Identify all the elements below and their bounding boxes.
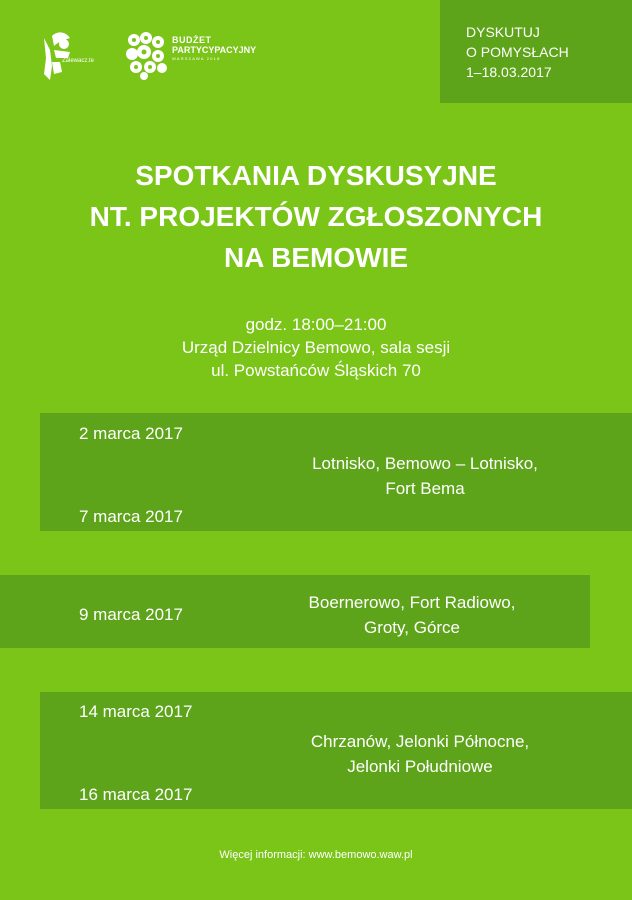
warsaw-logo <box>40 28 102 84</box>
meeting-2-date-1: 9 marca 2017 <box>79 605 183 624</box>
meeting-1-place-1: Lotnisko, Bemowo – Lotnisko, <box>312 454 538 473</box>
title-line2: NT. PROJEKTÓW ZGŁOSZONYCH <box>89 201 543 232</box>
meeting-2-place-2: Groty, Górce <box>363 618 461 637</box>
meeting-time: godz. 18:00–21:00 <box>245 315 387 334</box>
meeting-2-places <box>247 590 577 640</box>
meeting-info <box>0 313 632 382</box>
meeting-3-places <box>255 729 585 779</box>
page-title <box>0 155 632 278</box>
warsaw-logo-text: Zalewacz.te <box>62 58 95 64</box>
budget-logo <box>124 30 274 80</box>
meeting-address: ul. Powstańców Śląskich 70 <box>211 361 421 380</box>
budget-logo-line3: WARSZAWA 2018 <box>172 56 221 61</box>
meeting-1-date-2: 7 marca 2017 <box>79 507 183 526</box>
budget-logo-text <box>172 36 256 61</box>
meeting-3-place-1: Chrzanów, Jelonki Północne, <box>310 732 530 751</box>
footer-info: Więcej informacji: www.bemowo.waw.pl <box>219 849 413 861</box>
budget-logo-line1: BUDŻET <box>172 35 212 45</box>
meeting-3-date-2: 16 marca 2017 <box>79 785 193 804</box>
promo-line3: 1–18.03.2017 <box>466 64 552 80</box>
warsaw-logo-icon <box>40 28 102 84</box>
promo-box <box>440 0 632 103</box>
budget-flowers-icon <box>124 30 170 80</box>
budget-logo-line2: PARTYCYPACYJNY <box>172 45 257 55</box>
meeting-1-date-1: 2 marca 2017 <box>79 424 183 443</box>
meeting-venue: Urząd Dzielnicy Bemowo, sala sesji <box>181 338 451 357</box>
meeting-3-place-2: Jelonki Południowe <box>347 757 493 776</box>
meeting-1-place-2: Fort Bema <box>385 479 465 498</box>
title-line3: NA BEMOWIE <box>223 242 409 273</box>
promo-line1: DYSKUTUJ <box>466 24 540 40</box>
title-line1: SPOTKANIA DYSKUSYJNE <box>135 160 497 191</box>
meeting-1-places <box>260 451 590 501</box>
promo-line2: O POMYSŁACH <box>466 44 569 60</box>
meeting-3-date-1: 14 marca 2017 <box>79 702 193 721</box>
meeting-2-place-1: Boernerowo, Fort Radiowo, <box>308 593 516 612</box>
